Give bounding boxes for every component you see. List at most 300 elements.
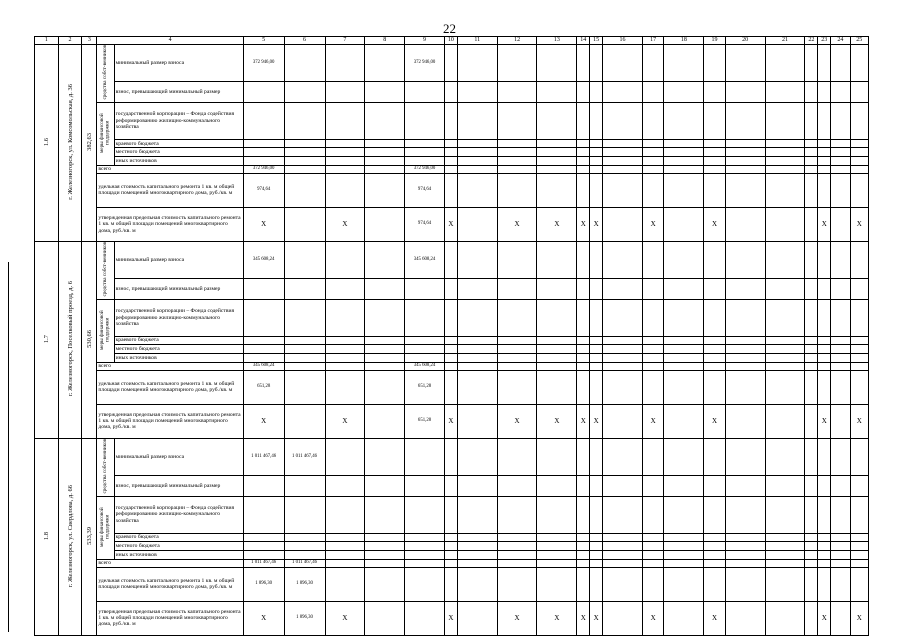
value-cell (325, 139, 365, 148)
value-cell (405, 542, 445, 551)
value-cell (664, 475, 704, 496)
value-cell (577, 148, 590, 157)
value-cell (457, 45, 497, 82)
value-cell (457, 241, 497, 278)
value-cell: X (818, 207, 831, 241)
value-cell (725, 139, 765, 148)
table-row (35, 601, 869, 635)
value-cell (457, 157, 497, 166)
value-cell (325, 551, 365, 560)
value-cell (725, 148, 765, 157)
value-cell (850, 533, 868, 542)
value-cell (603, 81, 643, 102)
value-cell (642, 345, 664, 354)
value-cell: X (243, 404, 284, 438)
value-cell: X (642, 404, 664, 438)
value-cell (664, 241, 704, 278)
value-cell (444, 173, 457, 207)
value-cell (365, 475, 405, 496)
value-cell: X (590, 601, 603, 635)
table-row (35, 241, 869, 278)
table-row (35, 278, 869, 299)
value-cell: 651,28 (405, 404, 445, 438)
value-cell (818, 345, 831, 354)
value-cell (577, 139, 590, 148)
group-own-cell (97, 241, 114, 299)
value-cell (765, 278, 805, 299)
value-cell (831, 601, 850, 635)
value-cell (805, 559, 818, 567)
value-cell (603, 299, 643, 336)
value-cell: 1 896,30 (284, 601, 325, 635)
value-cell (725, 362, 765, 370)
value-cell (444, 345, 457, 354)
value-cell (365, 139, 405, 148)
value-cell (805, 148, 818, 157)
value-cell: X (818, 404, 831, 438)
value-cell (537, 475, 577, 496)
value-cell (831, 559, 850, 567)
value-cell (642, 362, 664, 370)
value-cell (457, 81, 497, 102)
value-cell (725, 81, 765, 102)
value-cell (537, 370, 577, 404)
row-label: иных источников (114, 157, 243, 166)
value-cell (590, 278, 603, 299)
table-row (35, 102, 869, 139)
value-cell (537, 278, 577, 299)
value-cell (664, 45, 704, 82)
value-cell (577, 567, 590, 601)
value-cell (805, 278, 818, 299)
value-cell (818, 542, 831, 551)
value-cell (325, 45, 365, 82)
header-cell: 3 (82, 37, 97, 45)
value-cell (704, 542, 726, 551)
value-cell (444, 533, 457, 542)
area-cell (82, 438, 97, 635)
value-cell (497, 165, 537, 173)
value-cell (284, 362, 325, 370)
value-cell (325, 157, 365, 166)
value-cell (704, 139, 726, 148)
value-cell (537, 567, 577, 601)
table-row (35, 157, 869, 166)
value-cell (805, 81, 818, 102)
value-cell (537, 542, 577, 551)
value-cell (805, 438, 818, 475)
value-cell (818, 278, 831, 299)
value-cell (831, 475, 850, 496)
value-cell (497, 157, 537, 166)
value-cell (284, 165, 325, 173)
value-cell (850, 567, 868, 601)
value-cell (664, 542, 704, 551)
value-cell (497, 241, 537, 278)
value-cell (284, 345, 325, 354)
value-cell (725, 404, 765, 438)
value-cell (850, 165, 868, 173)
value-cell (284, 370, 325, 404)
value-cell (805, 139, 818, 148)
value-cell (603, 475, 643, 496)
value-cell (831, 165, 850, 173)
value-cell (831, 336, 850, 345)
table-row (35, 404, 869, 438)
value-cell (284, 551, 325, 560)
value-cell (704, 345, 726, 354)
table-row (35, 533, 869, 542)
value-cell (664, 567, 704, 601)
table-row (35, 299, 869, 336)
value-cell (805, 45, 818, 82)
value-cell (444, 148, 457, 157)
value-cell (590, 102, 603, 139)
value-cell (537, 81, 577, 102)
value-cell (818, 102, 831, 139)
value-cell (704, 81, 726, 102)
value-cell (365, 533, 405, 542)
value-cell (664, 370, 704, 404)
value-cell (325, 148, 365, 157)
value-cell (577, 551, 590, 560)
value-cell (537, 241, 577, 278)
value-cell (765, 601, 805, 635)
value-cell (664, 207, 704, 241)
page-number: 22 (443, 21, 456, 36)
value-cell (603, 567, 643, 601)
value-cell (457, 370, 497, 404)
header-cell: 1 (35, 37, 59, 45)
row-label: удельная стоимость капитального ремонта 1 кв. м общей площади помещений многоквартирного дома, руб./кв. м (97, 173, 243, 207)
header-cell: 11 (457, 37, 497, 45)
value-cell (831, 81, 850, 102)
value-cell (818, 354, 831, 363)
value-cell (664, 533, 704, 542)
value-cell (831, 45, 850, 82)
row-label: утвержденная предельная стоимость капитального ремонта 1 кв. м общей площади помещений многоквартирного дома, руб./кв. м (97, 601, 243, 635)
value-cell (457, 542, 497, 551)
value-cell (405, 139, 445, 148)
value-cell (537, 165, 577, 173)
value-cell: 1 011 467,46 (284, 438, 325, 475)
value-cell (537, 148, 577, 157)
value-cell (642, 551, 664, 560)
value-cell (537, 45, 577, 82)
value-cell (590, 173, 603, 207)
value-cell (664, 404, 704, 438)
value-cell (850, 173, 868, 207)
value-cell: X (642, 601, 664, 635)
value-cell (805, 551, 818, 560)
value-cell (284, 336, 325, 345)
value-cell (365, 45, 405, 82)
value-cell (590, 241, 603, 278)
table-row (35, 567, 869, 601)
value-cell: 974,64 (405, 207, 445, 241)
value-cell (831, 567, 850, 601)
value-cell (850, 542, 868, 551)
value-cell (577, 102, 590, 139)
value-cell (457, 559, 497, 567)
value-cell (497, 496, 537, 533)
header-cell: 19 (704, 37, 726, 45)
value-cell (243, 496, 284, 533)
value-cell: 345 608,24 (243, 362, 284, 370)
value-cell (444, 496, 457, 533)
value-cell (664, 165, 704, 173)
item-number: 1.6 (42, 137, 50, 146)
value-cell (818, 45, 831, 82)
header-cell: 25 (850, 37, 868, 45)
row-label: минимальный размер взноса (114, 438, 243, 475)
value-cell (818, 157, 831, 166)
value-cell (725, 165, 765, 173)
table-row (35, 559, 869, 567)
value-cell (725, 542, 765, 551)
value-cell (642, 299, 664, 336)
header-cell: 17 (642, 37, 664, 45)
value-cell (577, 438, 590, 475)
value-cell (765, 241, 805, 278)
value-cell (365, 404, 405, 438)
item-number-cell (35, 438, 59, 635)
value-cell (365, 362, 405, 370)
value-cell (243, 336, 284, 345)
table-row (35, 496, 869, 533)
value-cell (850, 81, 868, 102)
value-cell (497, 278, 537, 299)
value-cell (664, 438, 704, 475)
group-own-label: средства собст-венников (101, 241, 108, 297)
value-cell (831, 173, 850, 207)
header-row (35, 37, 869, 45)
value-cell (577, 345, 590, 354)
value-cell (664, 354, 704, 363)
value-cell (603, 148, 643, 157)
header-cell: 20 (725, 37, 765, 45)
value-cell (325, 438, 365, 475)
value-cell (457, 404, 497, 438)
value-cell (850, 438, 868, 475)
item-number-cell (35, 241, 59, 438)
value-cell (704, 496, 726, 533)
value-cell (704, 241, 726, 278)
value-cell (457, 438, 497, 475)
value-cell (325, 299, 365, 336)
value-cell (831, 345, 850, 354)
value-cell (365, 157, 405, 166)
value-cell (831, 354, 850, 363)
value-cell (284, 354, 325, 363)
value-cell (805, 336, 818, 345)
value-cell (497, 542, 537, 551)
value-cell (457, 533, 497, 542)
value-cell (725, 241, 765, 278)
value-cell (444, 362, 457, 370)
value-cell (603, 157, 643, 166)
group-own-label: средства собст-венников (101, 438, 108, 494)
row-label: местного бюджета (114, 542, 243, 551)
value-cell (497, 139, 537, 148)
value-cell (850, 475, 868, 496)
value-cell (805, 475, 818, 496)
value-cell: X (577, 601, 590, 635)
header-cell: 16 (603, 37, 643, 45)
value-cell (537, 551, 577, 560)
value-cell (243, 278, 284, 299)
value-cell (405, 148, 445, 157)
value-cell (603, 278, 643, 299)
value-cell (497, 362, 537, 370)
value-cell (405, 345, 445, 354)
table-row (35, 173, 869, 207)
value-cell (642, 496, 664, 533)
value-cell (805, 362, 818, 370)
value-cell (284, 542, 325, 551)
value-cell (850, 278, 868, 299)
row-label: всего (97, 559, 243, 567)
value-cell (497, 475, 537, 496)
value-cell (664, 278, 704, 299)
value-cell (818, 475, 831, 496)
value-cell (765, 345, 805, 354)
table-row (35, 207, 869, 241)
value-cell (325, 345, 365, 354)
value-cell (243, 139, 284, 148)
value-cell (704, 559, 726, 567)
row-label: всего (97, 165, 243, 173)
value-cell (765, 157, 805, 166)
value-cell (765, 559, 805, 567)
value-cell (325, 173, 365, 207)
value-cell: X (704, 601, 726, 635)
value-cell (805, 173, 818, 207)
value-cell (365, 542, 405, 551)
table-row (35, 148, 869, 157)
value-cell: X (537, 207, 577, 241)
value-cell (818, 551, 831, 560)
value-cell (725, 354, 765, 363)
value-cell (243, 475, 284, 496)
value-cell (642, 336, 664, 345)
value-cell (457, 496, 497, 533)
value-cell (704, 278, 726, 299)
value-cell (765, 551, 805, 560)
value-cell (537, 496, 577, 533)
value-cell (831, 278, 850, 299)
value-cell (497, 354, 537, 363)
value-cell (642, 278, 664, 299)
value-cell (497, 102, 537, 139)
value-cell (325, 102, 365, 139)
value-cell (457, 173, 497, 207)
value-cell (497, 438, 537, 475)
value-cell (850, 45, 868, 82)
value-cell (831, 551, 850, 560)
value-cell: X (444, 207, 457, 241)
value-cell: X (497, 207, 537, 241)
value-cell (325, 559, 365, 567)
value-cell (664, 299, 704, 336)
value-cell (444, 299, 457, 336)
value-cell (805, 496, 818, 533)
value-cell (642, 542, 664, 551)
header-cell: 22 (805, 37, 818, 45)
value-cell (725, 45, 765, 82)
value-cell (444, 139, 457, 148)
value-cell (642, 241, 664, 278)
value-cell (831, 438, 850, 475)
value-cell: 372 946,00 (405, 165, 445, 173)
value-cell (325, 567, 365, 601)
value-cell (405, 559, 445, 567)
table-row (35, 542, 869, 551)
value-cell (603, 362, 643, 370)
value-cell (831, 404, 850, 438)
value-cell (765, 533, 805, 542)
value-cell (537, 438, 577, 475)
value-cell (831, 542, 850, 551)
value-cell (444, 354, 457, 363)
value-cell (325, 542, 365, 551)
value-cell (603, 345, 643, 354)
value-cell (818, 173, 831, 207)
value-cell (497, 45, 537, 82)
value-cell (603, 354, 643, 363)
value-cell (497, 551, 537, 560)
value-cell (405, 475, 445, 496)
group-own-cell (97, 438, 114, 496)
value-cell (537, 345, 577, 354)
row-label: утвержденная предельная стоимость капитального ремонта 1 кв. м общей площади помещений многоквартирного дома, руб./кв. м (97, 404, 243, 438)
area-cell (82, 241, 97, 438)
value-cell (365, 336, 405, 345)
value-cell (704, 173, 726, 207)
value-cell (325, 370, 365, 404)
value-cell (537, 533, 577, 542)
value-cell (284, 148, 325, 157)
value-cell (365, 102, 405, 139)
value-cell (704, 148, 726, 157)
value-cell: 974,64 (405, 173, 445, 207)
value-cell (765, 496, 805, 533)
value-cell (603, 241, 643, 278)
value-cell (537, 299, 577, 336)
value-cell (850, 559, 868, 567)
row-label: местного бюджета (114, 148, 243, 157)
value-cell (725, 567, 765, 601)
row-label: иных источников (114, 551, 243, 560)
value-cell: X (444, 601, 457, 635)
row-label: иных источников (114, 354, 243, 363)
value-cell (325, 278, 365, 299)
value-cell (457, 362, 497, 370)
value-cell (284, 102, 325, 139)
value-cell (590, 438, 603, 475)
value-cell (603, 559, 643, 567)
value-cell (725, 533, 765, 542)
value-cell (365, 370, 405, 404)
row-label: минимальный размер взноса (114, 45, 243, 82)
value-cell (664, 559, 704, 567)
value-cell (831, 102, 850, 139)
value-cell (284, 299, 325, 336)
value-cell (603, 496, 643, 533)
value-cell (664, 551, 704, 560)
value-cell (765, 438, 805, 475)
value-cell (243, 542, 284, 551)
